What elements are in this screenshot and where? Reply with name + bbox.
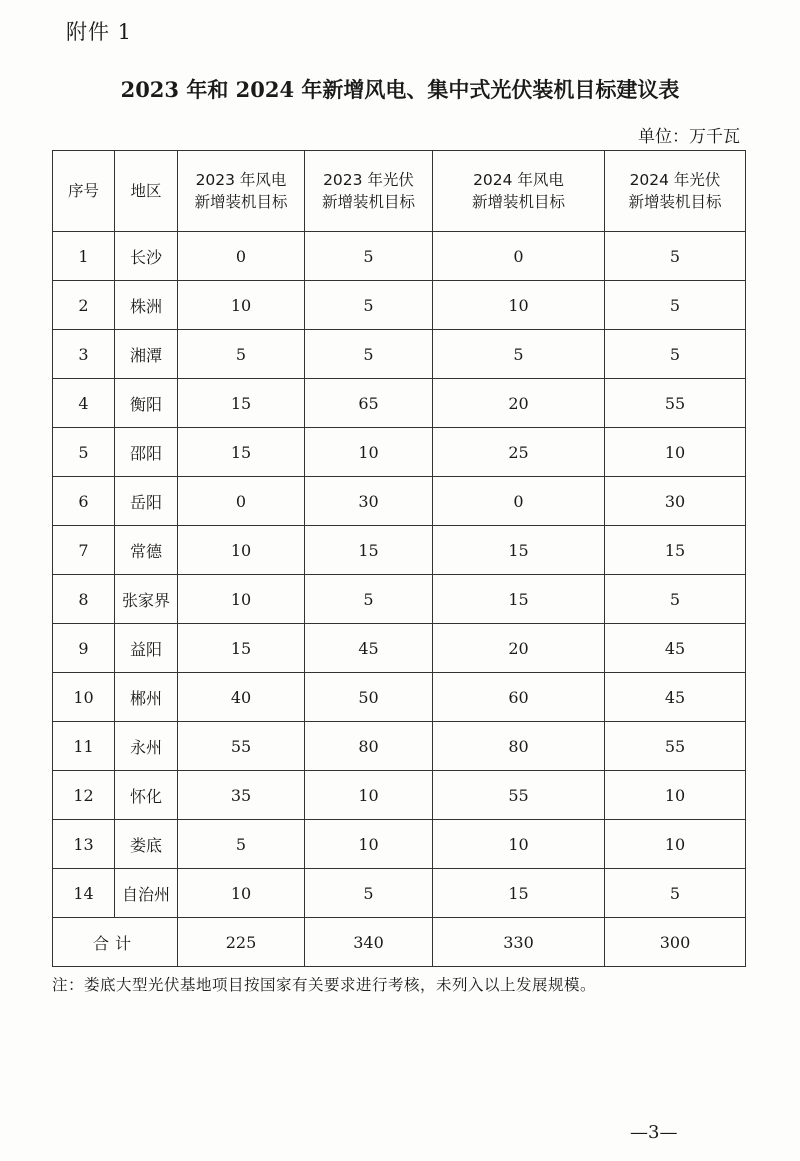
table-row <box>53 477 746 526</box>
cell-pv-2024: 45 <box>605 673 746 722</box>
cell-wind-2023: 55 <box>178 722 305 771</box>
cell-seq: 13 <box>53 820 115 869</box>
cell-pv-2023: 10 <box>305 771 433 820</box>
cell-wind-2024: 15 <box>433 575 605 624</box>
table-row <box>53 820 746 869</box>
cell-pv-2023: 5 <box>305 869 433 918</box>
table-body <box>53 232 746 918</box>
cell-wind-2023: 0 <box>178 477 305 526</box>
cell-wind-2024: 60 <box>433 673 605 722</box>
total-label: 合计 <box>53 918 178 967</box>
cell-pv-2023: 5 <box>305 575 433 624</box>
cell-region: 怀化 <box>115 771 178 820</box>
table-row <box>53 673 746 722</box>
table-header-row <box>53 151 746 232</box>
cell-seq: 3 <box>53 330 115 379</box>
cell-region: 岳阳 <box>115 477 178 526</box>
cell-wind-2024: 15 <box>433 526 605 575</box>
cell-pv-2024: 15 <box>605 526 746 575</box>
cell-pv-2024: 5 <box>605 232 746 281</box>
header-pv-2024: 2024 年光伏 新增装机目标 <box>605 151 746 232</box>
cell-wind-2024: 10 <box>433 281 605 330</box>
page-title: 2023 年和 2024 年新增风电、集中式光伏装机目标建议表 <box>120 77 680 102</box>
table-row <box>53 722 746 771</box>
cell-wind-2023: 15 <box>178 624 305 673</box>
cell-pv-2024: 45 <box>605 624 746 673</box>
cell-region: 湘潭 <box>115 330 178 379</box>
cell-pv-2024: 55 <box>605 379 746 428</box>
cell-seq: 6 <box>53 477 115 526</box>
header-pv-2023: 2023 年光伏 新增装机目标 <box>305 151 433 232</box>
cell-region: 郴州 <box>115 673 178 722</box>
table-row <box>53 869 746 918</box>
cell-wind-2023: 5 <box>178 820 305 869</box>
cell-region: 自治州 <box>115 869 178 918</box>
cell-pv-2024: 30 <box>605 477 746 526</box>
cell-region: 常德 <box>115 526 178 575</box>
cell-wind-2024: 10 <box>433 820 605 869</box>
cell-wind-2024: 20 <box>433 379 605 428</box>
cell-wind-2024: 20 <box>433 624 605 673</box>
table-row <box>53 771 746 820</box>
cell-wind-2023: 5 <box>178 330 305 379</box>
cell-pv-2023: 10 <box>305 428 433 477</box>
header-wind-2024: 2024 年风电 新增装机目标 <box>433 151 605 232</box>
cell-wind-2024: 80 <box>433 722 605 771</box>
page-number: —3— <box>630 1122 678 1143</box>
cell-seq: 4 <box>53 379 115 428</box>
table-row <box>53 281 746 330</box>
cell-pv-2024: 10 <box>605 771 746 820</box>
cell-wind-2023: 10 <box>178 869 305 918</box>
cell-pv-2024: 5 <box>605 869 746 918</box>
cell-pv-2023: 5 <box>305 281 433 330</box>
total-wind-2023: 225 <box>178 918 305 967</box>
cell-pv-2023: 50 <box>305 673 433 722</box>
table-row <box>53 575 746 624</box>
cell-wind-2024: 5 <box>433 330 605 379</box>
cell-pv-2024: 5 <box>605 330 746 379</box>
attachment-label: 附件 1 <box>66 20 133 44</box>
cell-region: 益阳 <box>115 624 178 673</box>
header-region: 地区 <box>115 151 178 232</box>
total-pv-2024: 300 <box>605 918 746 967</box>
cell-seq: 1 <box>53 232 115 281</box>
table-row <box>53 232 746 281</box>
targets-table <box>52 150 746 967</box>
cell-seq: 7 <box>53 526 115 575</box>
cell-wind-2023: 10 <box>178 526 305 575</box>
cell-pv-2024: 55 <box>605 722 746 771</box>
cell-wind-2024: 0 <box>433 232 605 281</box>
total-wind-2024: 330 <box>433 918 605 967</box>
cell-region: 株洲 <box>115 281 178 330</box>
cell-pv-2023: 10 <box>305 820 433 869</box>
cell-wind-2024: 55 <box>433 771 605 820</box>
unit-label: 单位：万千瓦 <box>638 127 740 147</box>
table-row <box>53 624 746 673</box>
cell-seq: 10 <box>53 673 115 722</box>
cell-seq: 9 <box>53 624 115 673</box>
cell-wind-2023: 10 <box>178 575 305 624</box>
cell-wind-2024: 25 <box>433 428 605 477</box>
cell-pv-2023: 30 <box>305 477 433 526</box>
footnote: 注：娄底大型光伏基地项目按国家有关要求进行考核，未列入以上发展规模。 <box>52 976 597 994</box>
header-seq: 序号 <box>53 151 115 232</box>
cell-pv-2023: 5 <box>305 330 433 379</box>
cell-wind-2024: 0 <box>433 477 605 526</box>
cell-wind-2023: 40 <box>178 673 305 722</box>
cell-wind-2024: 15 <box>433 869 605 918</box>
cell-seq: 14 <box>53 869 115 918</box>
cell-seq: 5 <box>53 428 115 477</box>
cell-seq: 8 <box>53 575 115 624</box>
cell-pv-2023: 45 <box>305 624 433 673</box>
cell-pv-2024: 10 <box>605 428 746 477</box>
cell-pv-2023: 15 <box>305 526 433 575</box>
cell-wind-2023: 10 <box>178 281 305 330</box>
cell-region: 永州 <box>115 722 178 771</box>
cell-region: 长沙 <box>115 232 178 281</box>
header-wind-2023: 2023 年风电 新增装机目标 <box>178 151 305 232</box>
cell-pv-2024: 5 <box>605 575 746 624</box>
cell-pv-2023: 80 <box>305 722 433 771</box>
cell-region: 衡阳 <box>115 379 178 428</box>
cell-region: 娄底 <box>115 820 178 869</box>
cell-pv-2023: 65 <box>305 379 433 428</box>
cell-seq: 12 <box>53 771 115 820</box>
cell-wind-2023: 15 <box>178 428 305 477</box>
table-row <box>53 428 746 477</box>
table-row <box>53 526 746 575</box>
cell-pv-2024: 5 <box>605 281 746 330</box>
total-pv-2023: 340 <box>305 918 433 967</box>
cell-wind-2023: 0 <box>178 232 305 281</box>
cell-region: 张家界 <box>115 575 178 624</box>
cell-pv-2024: 10 <box>605 820 746 869</box>
table-row <box>53 379 746 428</box>
cell-seq: 2 <box>53 281 115 330</box>
cell-pv-2023: 5 <box>305 232 433 281</box>
total-row <box>53 918 746 967</box>
table-row <box>53 330 746 379</box>
cell-wind-2023: 35 <box>178 771 305 820</box>
cell-wind-2023: 15 <box>178 379 305 428</box>
cell-seq: 11 <box>53 722 115 771</box>
cell-region: 邵阳 <box>115 428 178 477</box>
